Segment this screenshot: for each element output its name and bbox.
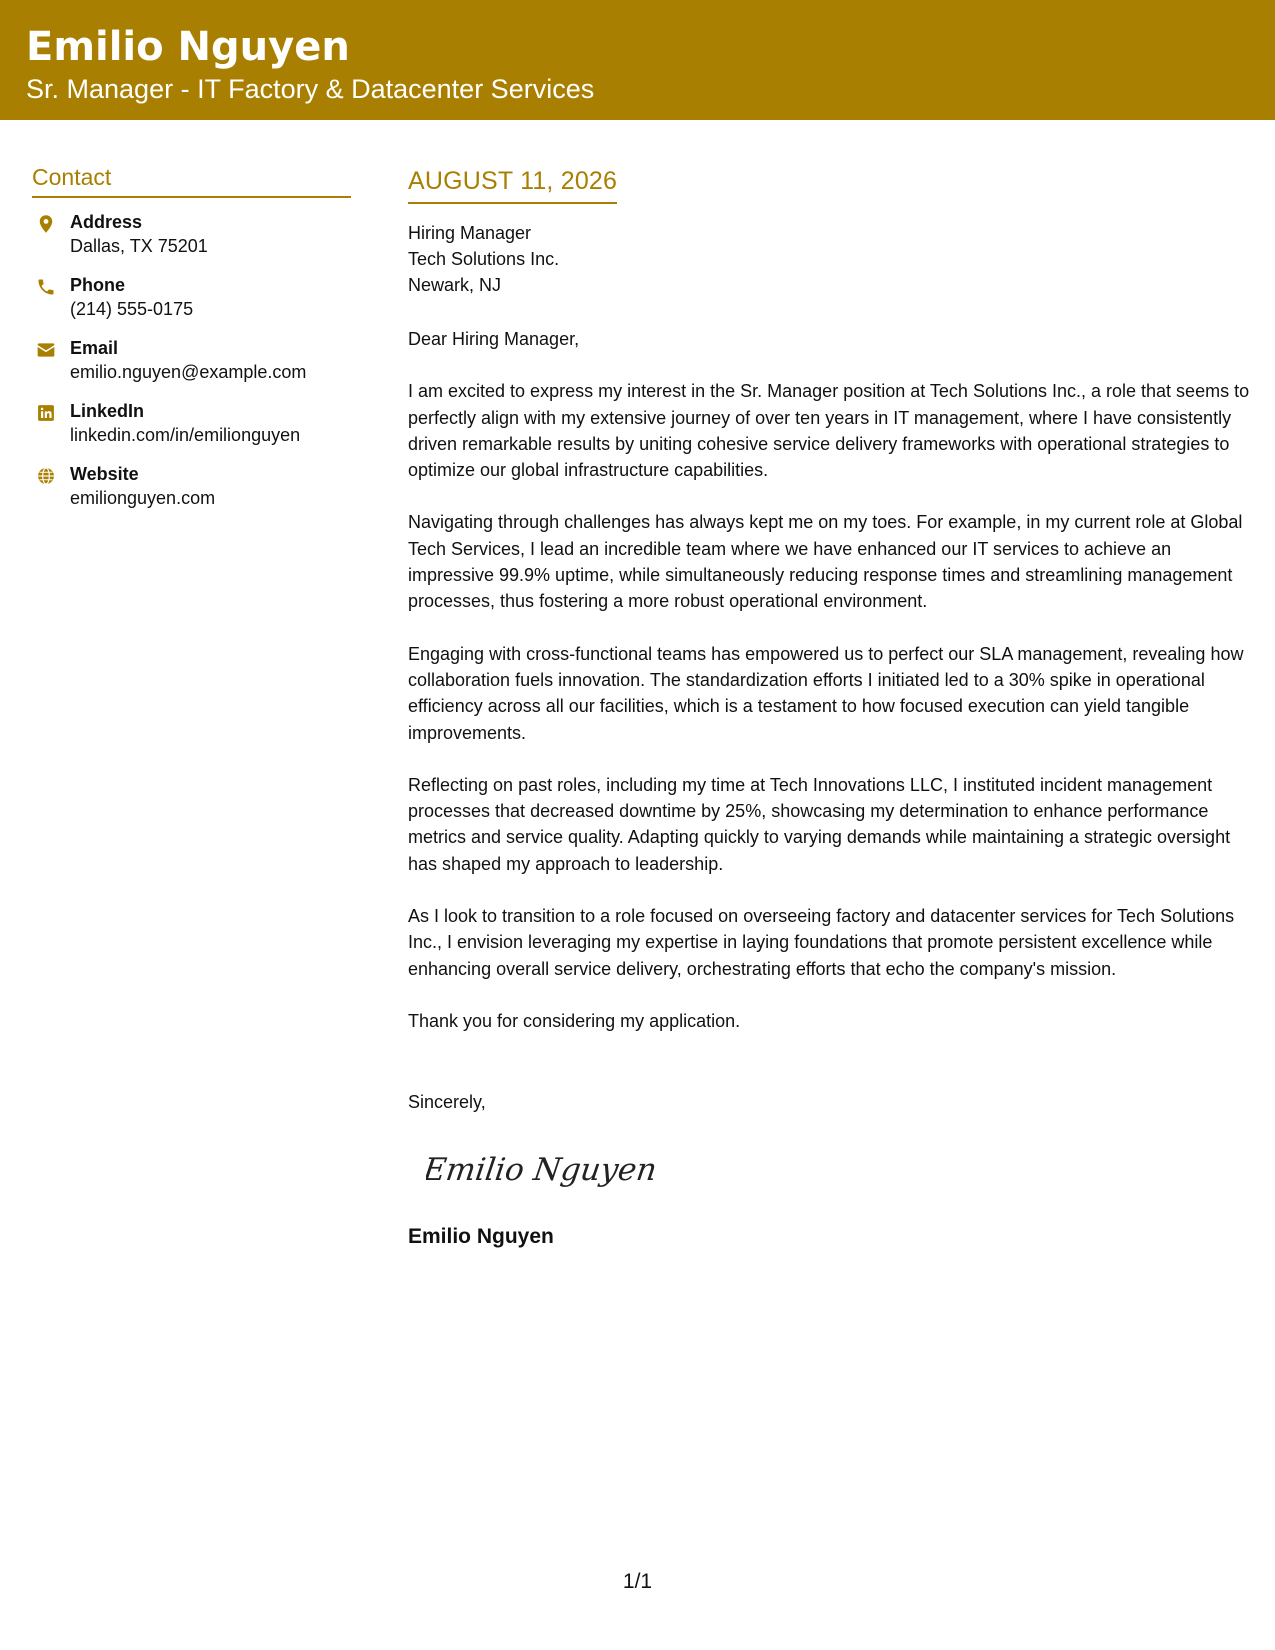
letter-paragraph: I am excited to express my interest in the Sr. Manager position at Tech Solutions Inc., a role that seems to perfectly align with my extensive journey of over ten years in IT management, where I have consistently driven remarkable results by uniting cohesive service delivery frameworks with operational strategies to optimize our global infrastructure capabilities. [408, 381, 1250, 481]
address-value: Dallas, TX 75201 [70, 236, 208, 256]
linkedin-icon [36, 403, 56, 423]
handwritten-signature [426, 1138, 666, 1198]
contact-item-phone [32, 273, 351, 336]
linkedin-value: linkedin.com/in/emilionguyen [70, 425, 301, 445]
letter-paragraph: Thank you for considering my application. [408, 1010, 741, 1031]
applicant-title: Sr. Manager - IT Factory & Datacenter Services [26, 74, 595, 104]
contact-item-website [32, 462, 351, 525]
letter-body [408, 164, 1253, 1251]
letter-paragraph: Navigating through challenges has always kept me on my toes. For example, in my current role at Global Tech Services, I lead an incredible team where we have enhanced our IT services to achieve an impressive 99.9% uptime, while simultaneously reducing response times and streamlining management processes, thus fostering a more robust operational environment. [408, 512, 1243, 612]
address-label: Address [70, 212, 143, 232]
signer-name: Emilio Nguyen [408, 1224, 554, 1248]
phone-label: Phone [70, 275, 126, 295]
phone-icon [36, 277, 56, 297]
contact-item-email [32, 336, 351, 399]
letter-paragraph: Reflecting on past roles, including my time at Tech Innovations LLC, I instituted incident management processes that decreased downtime by 25%, showcasing my determination to enhance performance metrics and service quality. Adapting quickly to varying demands while maintaining a strategic oversight has shaped my approach to leadership. [408, 774, 1231, 874]
letter-paragraph: As I look to transition to a role focused on overseeing factory and datacenter services for Tech Solutions Inc., I envision leveraging my expertise in laying foundations that promote persistent excellence while enhancing overall service delivery, orchestrating efforts that echo the company's mission. [408, 906, 1235, 979]
envelope-icon [36, 340, 56, 360]
letter-paragraph: Engaging with cross-functional teams has empowered us to perfect our SLA management, revealing how collaboration fuels innovation. The standardization efforts I initiated led to a 30% spike in operational efficiency across all our facilities, which is a testament to how focused execution can yield tangible improvements. [408, 643, 1244, 743]
globe-icon [36, 466, 56, 486]
closing: Sincerely, [408, 1092, 486, 1113]
email-label: Email [70, 338, 119, 358]
email-value: emilio.nguyen@example.com [70, 362, 307, 382]
phone-value: (214) 555-0175 [70, 299, 194, 319]
website-value: emilionguyen.com [70, 488, 216, 508]
salutation: Dear Hiring Manager, [408, 329, 580, 349]
recipient-line: Tech Solutions Inc. [408, 249, 560, 269]
contact-sidebar [32, 162, 351, 525]
recipient-line: Hiring Manager [408, 223, 532, 243]
recipient-line: Newark, NJ [408, 275, 502, 295]
linkedin-label: LinkedIn [70, 401, 145, 421]
contact-list [32, 210, 351, 525]
contact-item-linkedin [32, 399, 351, 462]
map-pin-icon [36, 214, 56, 234]
website-label: Website [70, 464, 139, 484]
recipient-block [408, 220, 1253, 298]
header-banner [0, 0, 1275, 120]
letter-date: AUGUST 11, 2026 [408, 164, 617, 204]
contact-item-address [32, 210, 351, 273]
page-number: 1/1 [622, 1570, 653, 1593]
applicant-name: Emilio Nguyen [26, 24, 350, 70]
signature-text: Emilio Nguyen [426, 1151, 659, 1188]
contact-section-title: Contact [32, 162, 351, 198]
